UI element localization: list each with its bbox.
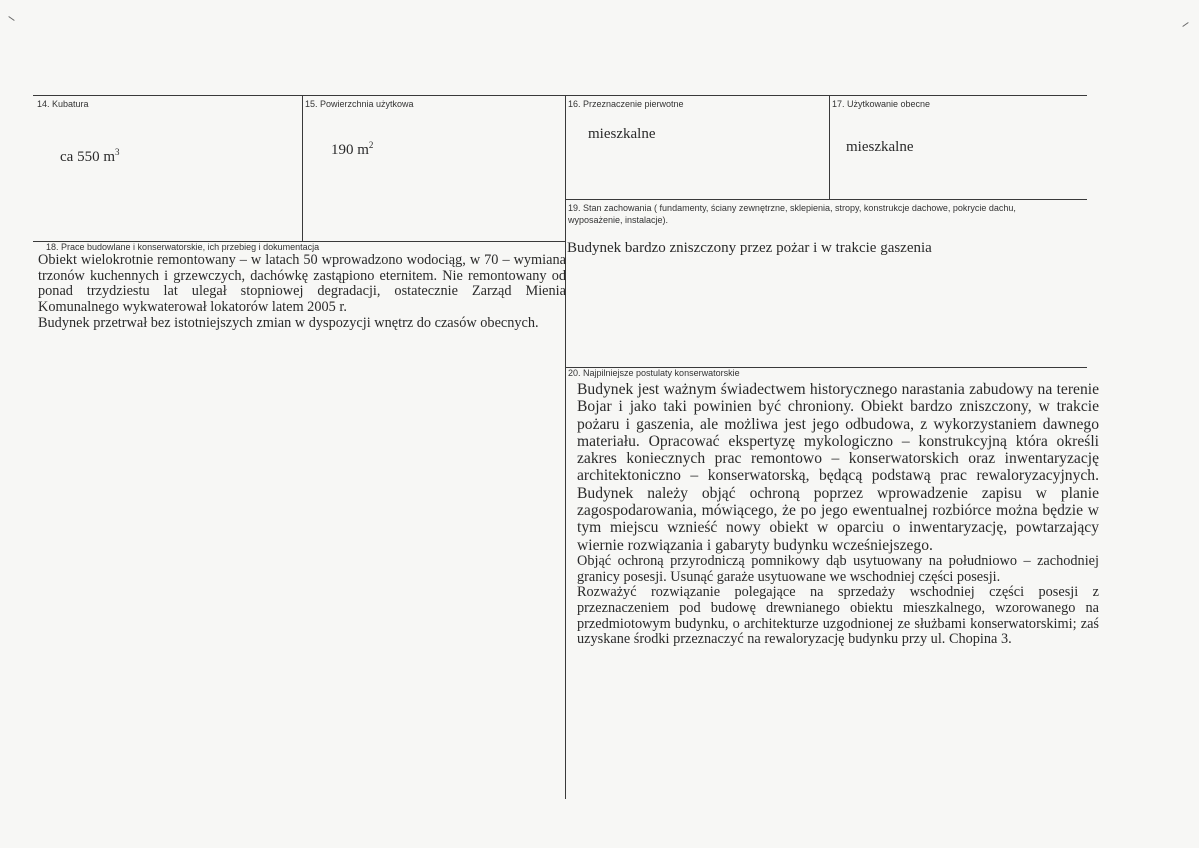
scan-corner-mark [1182,22,1188,27]
field-17-value: mieszkalne [846,139,914,155]
divider-16-19 [565,199,1087,200]
field-16-value: mieszkalne [588,126,656,142]
divider-main-vertical [565,95,566,799]
field-18-paragraph: Budynek przetrwał bez istotniejszych zmian w dyspozycji wnętrz do czasów obecnych. [38,314,539,331]
field-20-paragraph: Objąć ochroną przyrodniczą pomnikowy dąb usytuowany na południowo – zachodniej granicy posesji. Usunąć garaże usytuowane we wschodniej części posesji. [577,552,1099,585]
field-17-label: 17. Użytkowanie obecne [832,99,931,109]
field-18-label: 18. Prace budowlane i konserwatorskie, ich przebieg i dokumentacja [46,242,320,252]
scan-corner-mark [8,16,14,21]
field-19-label-line2: wyposażenie, instalacje). [568,215,669,225]
field-19-value: Budynek bardzo zniszczony przez pożar i w trakcie gaszenia [567,240,932,256]
field-16-label: 16. Przeznaczenie pierwotne [568,99,684,109]
field-20-paragraph: Budynek jest ważnym świadectwem historycznego narastania zabudowy na terenie Bojar i jako taki powinien być chroniony. Obiekt bardzo zniszczony, w trakcie pożaru i gaszenia, ale możliwa jest jego odbudowa, z wykorzystaniem dawnego materiału. Opracować ekspertyzę mykologiczno – konstrukcyjną która określi zakres koniecznych prac remontowo – konserwatorskich oraz inwentaryzację architektoniczno – konserwatorską, będącą podstawą prac rewaloryzacyjnych. Budynek należy objąć ochroną poprzez wprowadzenie zapisu w planie zagospodarowania, mówiącego, że po jego ewentualnej rozbiórce można będzie w tym miejscu wznieść nowy obiekt w oparciu o inwentaryzację, powtarzający wiernie rozwiązania i gabaryty budynku wcześniejszego. [577,381,1099,554]
field-15-label: 15. Powierzchnia użytkowa [305,99,414,109]
form-top-border [33,95,1087,96]
field-20-paragraph: Rozważyć rozwiązanie polegające na sprzedaży wschodniej części posesji z przeznaczeniem pod budowę drewnianego obiektu mieszkalnego, wzorowanego na przedmiotowym budynku, o architekturze uzgodnionej ze służbami konserwatorskimi; zaś uzyskane środki przeznaczyć na rewaloryzację budynku przy ul. Chopina 3. [577,584,1099,648]
field-20-label: 20. Najpilniejsze postulaty konserwatorskie [568,368,740,378]
field-14-value: ca 550 $m^3$ [60,147,120,165]
field-18-paragraph: Obiekt wielokrotnie remontowany – w latach 50 wprowadzono wodociąg, w 70 – wymiana trzonów kuchennych i grzewczych, dachówkę zastąpiono eternitem. Nie remontowany od ponad trzydziestu lat ulegał stopniowej degradacji, ostatecznie Zarząd Mienia Komunalnego wykwaterował lokatorów latem 2005 r. [38,252,566,316]
field-15-value: 190 $m^2$ [331,140,374,158]
field-14-label: 14. Kubatura [37,99,89,109]
field-19-label-line1: 19. Stan zachowania ( fundamenty, ściany zewnętrzne, sklepienia, stropy, konstrukcje dachowe, pokrycie dachu, [568,203,1016,213]
field-20-text [577,381,1099,648]
divider-14-15 [302,95,303,241]
divider-16-17 [829,95,830,199]
field-18-text [38,253,566,332]
